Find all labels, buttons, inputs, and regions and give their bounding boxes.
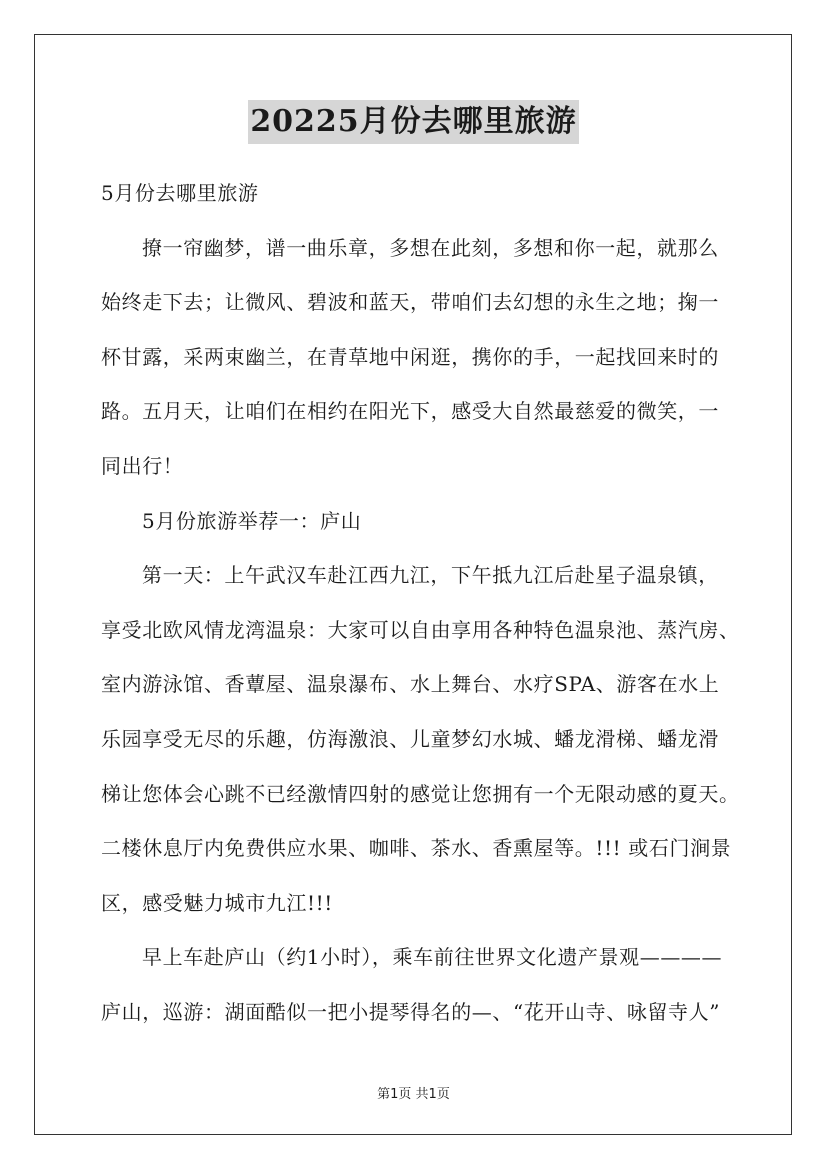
text-line: 享受北欧风情龙湾温泉：大家可以自由享用各种特色温泉池、蒸汽房、: [101, 617, 740, 642]
text-line: 梯让您体会心跳不已经激情四射的感觉让您拥有一个无限动感的夏天。: [101, 781, 740, 806]
text-line: 二楼休息厅内免费供应水果、咖啡、茶水、香熏屋等。!!! 或石门涧景: [101, 836, 732, 861]
text-line: 杯甘露，采两束幽兰，在青草地中闲逛，携你的手，一起找回来时的: [101, 344, 719, 369]
text-line: 室内游泳馆、香蕈屋、温泉瀑布、水上舞台、水疗SPA、游客在水上: [101, 672, 720, 697]
text-line: 撩一帘幽梦，谱一曲乐章，多想在此刻，多想和你一起，就那么: [142, 235, 719, 260]
text-line: 5月份去哪里旅游: [101, 181, 259, 205]
text-line: 第一天：上午武汉车赴江西九江，下午抵九江后赴星子温泉镇，: [142, 563, 719, 588]
page-footer: 第1页 共1页: [377, 1087, 450, 1102]
text-line: 5月份旅游举荐一：庐山: [142, 508, 362, 533]
document-body: [101, 176, 741, 1050]
text-line: 区，感受魅力城市九江!!!: [101, 890, 333, 915]
text-line: 庐山，巡游：湖面酷似一把小提琴得名的—、“花开山寺、咏留寺人”: [101, 999, 721, 1024]
text-line: 同出行！: [101, 453, 184, 478]
text-line: 早上车赴庐山（约1小时），乘车前往世界文化遗产景观————: [142, 945, 723, 970]
text-line: 始终走下去；让微风、碧波和蓝天，带咱们去幻想的永生之地；掬一: [101, 290, 719, 315]
text-line: 路。五月天，让咱们在相约在阳光下，感受大自然最慈爱的微笑，一: [101, 399, 719, 424]
document-title: 20225月份去哪里旅游: [248, 100, 578, 144]
text-line: 乐园享受无尽的乐趣，仿海激浪、儿童梦幻水城、蟠龙滑梯、蟠龙滑: [101, 726, 719, 751]
title-wrap: [0, 100, 827, 144]
